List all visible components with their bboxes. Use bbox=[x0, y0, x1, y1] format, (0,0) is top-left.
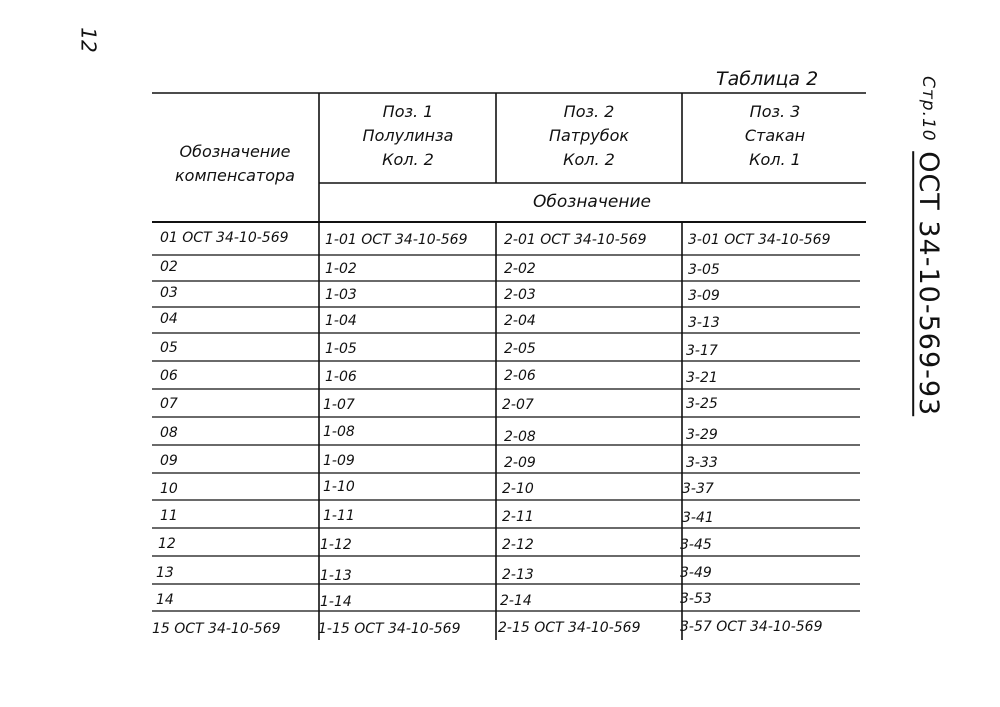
cell-designation: 07 bbox=[160, 396, 178, 412]
cell-designation: 12 bbox=[158, 536, 176, 552]
cell-designation: 03 bbox=[160, 285, 178, 301]
header-pos3-qty: Кол. 1 bbox=[749, 150, 801, 169]
cell-pos1: 1-02 bbox=[325, 261, 357, 277]
cell-designation: 10 bbox=[160, 481, 178, 497]
cell-pos2: 2-05 bbox=[504, 341, 536, 357]
cell-pos1: 1-07 bbox=[323, 397, 355, 413]
cell-pos1: 1-05 bbox=[325, 341, 357, 357]
cell-pos1: 1-09 bbox=[323, 453, 355, 469]
table-title: Таблица 2 bbox=[716, 68, 819, 90]
cell-pos3: 3-57 ОСТ 34-10-569 bbox=[680, 619, 823, 635]
cell-pos3: 3-41 bbox=[682, 510, 714, 526]
cell-pos2: 2-07 bbox=[502, 397, 534, 413]
header-pos1-number: Поз. 1 bbox=[382, 102, 434, 121]
cell-pos3: 3-33 bbox=[686, 455, 718, 471]
cell-pos3: 3-37 bbox=[682, 481, 714, 497]
cell-pos3: 3-17 bbox=[686, 343, 718, 359]
header-pos2-qty: Кол. 2 bbox=[563, 150, 615, 169]
cell-pos3: 3-25 bbox=[686, 396, 718, 412]
header-pos1-qty: Кол. 2 bbox=[382, 150, 434, 169]
cell-pos3: 3-05 bbox=[688, 262, 720, 278]
cell-pos1: 1-11 bbox=[323, 508, 355, 524]
cell-pos2: 2-03 bbox=[504, 287, 536, 303]
cell-pos2: 2-08 bbox=[504, 429, 536, 445]
cell-pos1: 1-13 bbox=[320, 568, 352, 584]
cell-pos1: 1-03 bbox=[325, 287, 357, 303]
header-pos2-number: Поз. 2 bbox=[563, 102, 615, 121]
cell-pos1: 1-04 bbox=[325, 313, 357, 329]
standard-code: ОСТ 34-10-569-93 bbox=[913, 151, 944, 417]
cell-pos1: 1-06 bbox=[325, 369, 357, 385]
cell-designation: 01 ОСТ 34-10-569 bbox=[160, 230, 289, 246]
cell-designation: 14 bbox=[156, 592, 174, 608]
cell-pos1: 1-01 ОСТ 34-10-569 bbox=[325, 232, 468, 248]
cell-pos2: 2-10 bbox=[502, 481, 534, 497]
header-pos3 bbox=[685, 100, 865, 172]
cell-pos3: 3-53 bbox=[680, 591, 712, 607]
sheet-number: Стр.10 bbox=[918, 76, 938, 142]
header-pos3-number: Поз. 3 bbox=[749, 102, 801, 121]
cell-pos2: 2-15 ОСТ 34-10-569 bbox=[498, 620, 641, 636]
cell-pos3: 3-29 bbox=[686, 427, 718, 443]
header-pos1-name: Полулинза bbox=[362, 126, 454, 145]
cell-pos3: 3-09 bbox=[688, 288, 720, 304]
cell-pos2: 2-12 bbox=[502, 537, 534, 553]
cell-pos3: 3-13 bbox=[688, 315, 720, 331]
cell-pos2: 2-01 ОСТ 34-10-569 bbox=[504, 232, 647, 248]
cell-designation: 04 bbox=[160, 311, 178, 327]
cell-pos3: 3-49 bbox=[680, 565, 712, 581]
cell-pos1: 1-12 bbox=[320, 537, 352, 553]
cell-pos1: 1-14 bbox=[320, 594, 352, 610]
cell-pos2: 2-09 bbox=[504, 455, 536, 471]
cell-pos3: 3-21 bbox=[686, 370, 718, 386]
cell-designation: 08 bbox=[160, 425, 178, 441]
cell-pos2: 2-06 bbox=[504, 368, 536, 384]
cell-pos2: 2-04 bbox=[504, 313, 536, 329]
cell-designation: 05 bbox=[160, 340, 178, 356]
header-pos1 bbox=[322, 100, 494, 172]
cell-pos3: 3-45 bbox=[680, 537, 712, 553]
header-designation bbox=[160, 140, 310, 188]
cell-pos1: 1-15 ОСТ 34-10-569 bbox=[318, 621, 461, 637]
header-pos3-name: Стакан bbox=[744, 126, 806, 145]
cell-pos2: 2-02 bbox=[504, 261, 536, 277]
cell-pos2: 2-14 bbox=[500, 593, 532, 609]
cell-pos1: 1-10 bbox=[323, 479, 355, 495]
cell-designation: 11 bbox=[160, 508, 178, 524]
cell-pos3: 3-01 ОСТ 34-10-569 bbox=[688, 232, 831, 248]
cell-pos2: 2-13 bbox=[502, 567, 534, 583]
cell-designation: 15 ОСТ 34-10-569 bbox=[152, 621, 281, 637]
cell-pos1: 1-08 bbox=[323, 424, 355, 440]
header-designation-line1: Обозначение bbox=[179, 142, 291, 161]
cell-designation: 02 bbox=[160, 259, 178, 275]
cell-designation: 13 bbox=[156, 565, 174, 581]
cell-designation: 09 bbox=[160, 453, 178, 469]
header-subheading: Обозначение bbox=[533, 192, 651, 212]
cell-designation: 06 bbox=[160, 368, 178, 384]
header-pos2 bbox=[499, 100, 679, 172]
page-number: 12 bbox=[76, 27, 101, 53]
cell-pos2: 2-11 bbox=[502, 509, 534, 525]
header-designation-line2: компенсатора bbox=[175, 166, 295, 185]
header-pos2-name: Патрубок bbox=[548, 126, 630, 145]
